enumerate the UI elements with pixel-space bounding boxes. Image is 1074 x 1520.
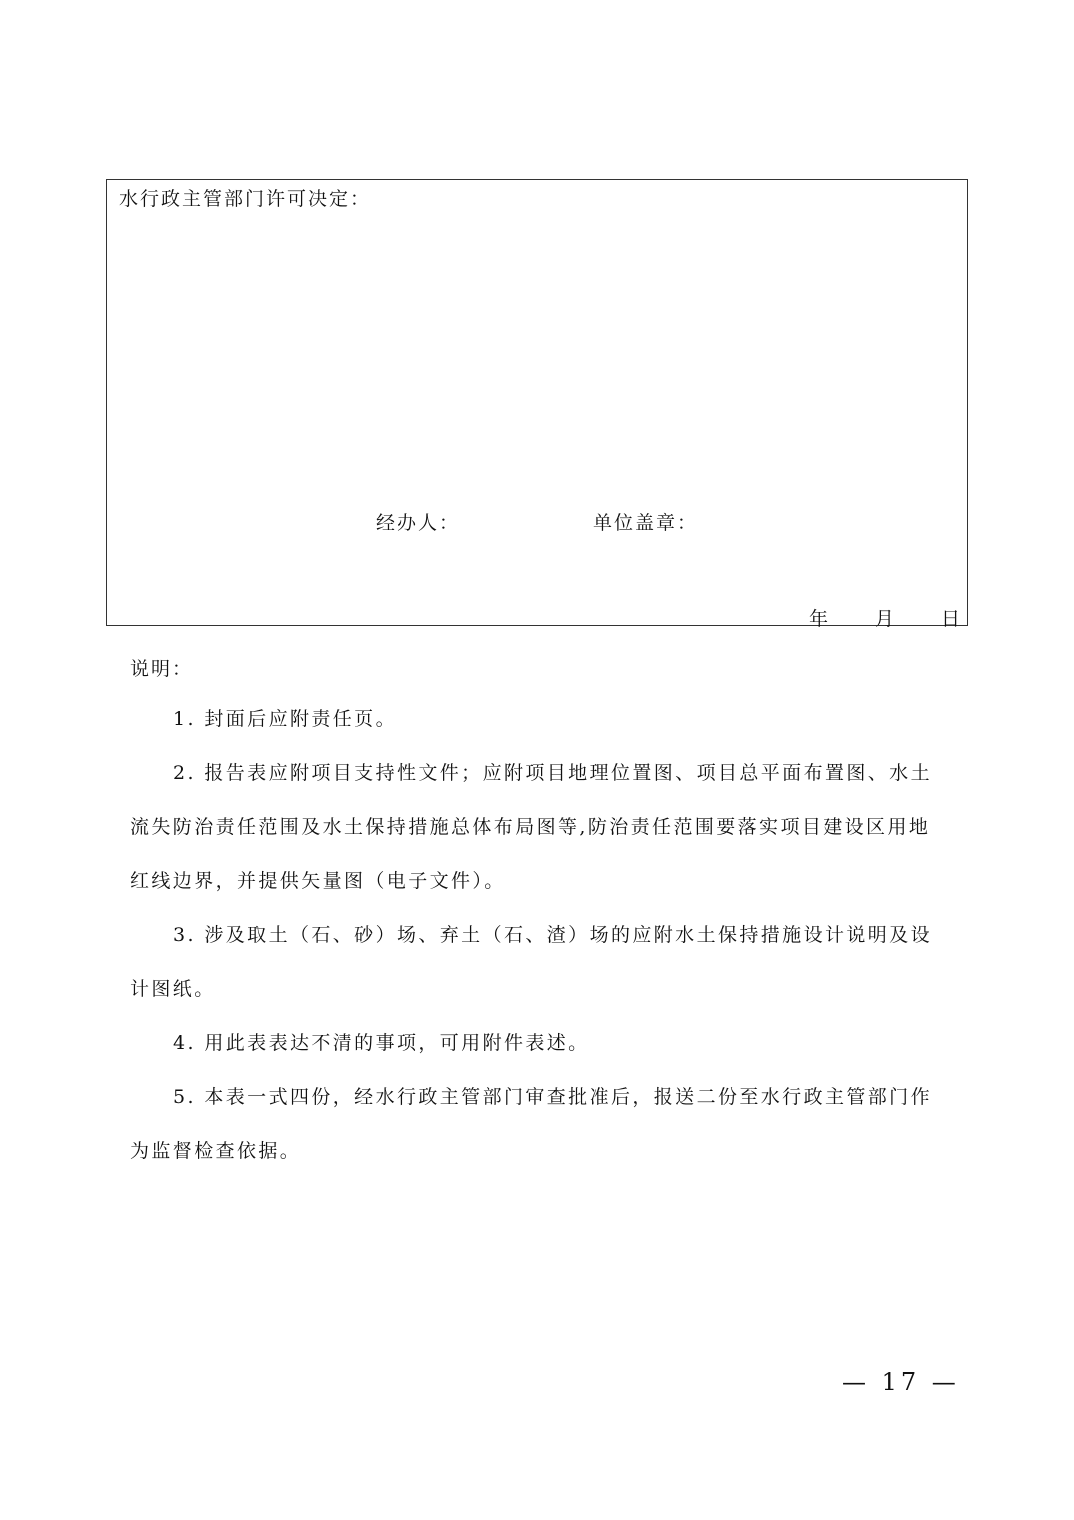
permit-decision-title: 水行政主管部门许可决定： [119,188,372,210]
date-day-label: 日 [941,608,961,630]
notes-heading: 说明： [130,658,194,680]
note-item-1: 1. 封面后应附责任页。 [173,708,397,730]
date-month-label: 月 [875,608,895,630]
permit-decision-box [106,179,968,630]
unit-seal-label: 单位盖章： [593,512,699,534]
note-item-3: 3. 涉及取土（石、砂）场、弃土（石、渣）场的应附水土保持措施设计说明及设计图纸。 [130,924,932,1000]
note-item-2: 2. 报告表应附项目支持性文件；应附项目地理位置图、项目总平面布置图、水土流失防治责任范围及水土保持措施总体布局图等,防治责任范围要落实项目建设区用地红线边界，并提供矢量图（电子文件）。 [130,762,932,892]
note-item-4: 4. 用此表表达不清的事项，可用附件表述。 [173,1032,590,1054]
handler-label: 经办人： [376,512,461,534]
page-number: — 17 — [842,1368,960,1396]
note-item-5: 5. 本表一式四份，经水行政主管部门审查批准后，报送二份至水行政主管部门作为监督检查依据。 [130,1086,932,1162]
date-year-label: 年 [809,608,829,630]
